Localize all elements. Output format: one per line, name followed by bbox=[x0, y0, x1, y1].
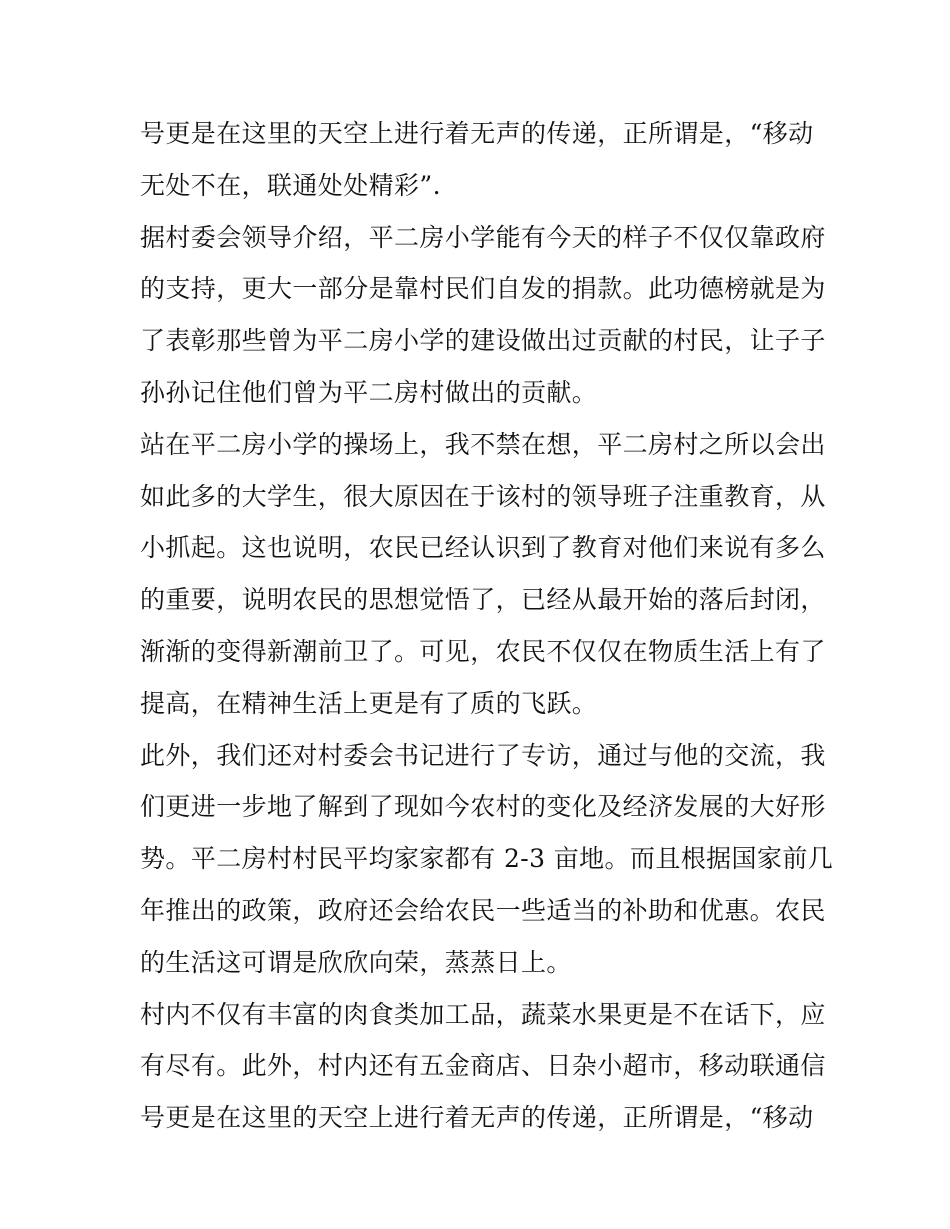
text-line: 们更进一步地了解到了现如今农村的变化及经济发展的大好形 bbox=[140, 792, 826, 822]
text-line: 渐渐的变得新潮前卫了。可见，农民不仅仅在物质生活上有了 bbox=[140, 636, 826, 666]
text-line: 的生活这可谓是欣欣向荣，蒸蒸日上。 bbox=[140, 947, 572, 977]
text-line: 此外，我们还对村委会书记进行了专访，通过与他的交流，我 bbox=[140, 740, 826, 770]
text-line: 的支持，更大一部分是靠村民们自发的捐款。此功德榜就是为 bbox=[140, 274, 826, 304]
text-line: 有尽有。此外，村内还有五金商店、日杂小超市，移动联通信 bbox=[140, 1051, 826, 1081]
text-line: 孙孙记住他们曾为平二房村做出的贡献。 bbox=[140, 377, 598, 407]
text-line: 势。平二房村村民平均家家都有 2-3 亩地。而且根据国家前几 bbox=[140, 844, 834, 874]
text-line: 如此多的大学生，很大原因在于该村的领导班子注重教育，从 bbox=[140, 481, 826, 511]
text-line: 号更是在这里的天空上进行着无声的传递，正所谓是，“移动 bbox=[140, 1103, 814, 1133]
text-line: 提高，在精神生活上更是有了质的飞跃。 bbox=[140, 688, 598, 718]
body-text bbox=[140, 108, 834, 1144]
text-line: 据村委会领导介绍，平二房小学能有今天的样子不仅仅靠政府 bbox=[140, 222, 826, 252]
text-line: 年推出的政策，政府还会给农民一些适当的补助和优惠。农民 bbox=[140, 895, 826, 925]
text-line: 无处不在，联通处处精彩”. bbox=[140, 170, 441, 200]
text-line: 站在平二房小学的操场上，我不禁在想，平二房村之所以会出 bbox=[140, 429, 826, 459]
text-line: 村内不仅有丰富的肉食类加工品，蔬菜水果更是不在话下，应 bbox=[140, 999, 826, 1029]
text-line: 了表彰那些曾为平二房小学的建设做出过贡献的村民，让子子 bbox=[140, 326, 826, 356]
text-line: 号更是在这里的天空上进行着无声的传递，正所谓是，“移动 bbox=[140, 119, 814, 148]
text-line: 的重要，说明农民的思想觉悟了，已经从最开始的落后封闭， bbox=[140, 585, 826, 615]
text-line: 小抓起。这也说明，农民已经认识到了教育对他们来说有多么 bbox=[140, 533, 826, 563]
